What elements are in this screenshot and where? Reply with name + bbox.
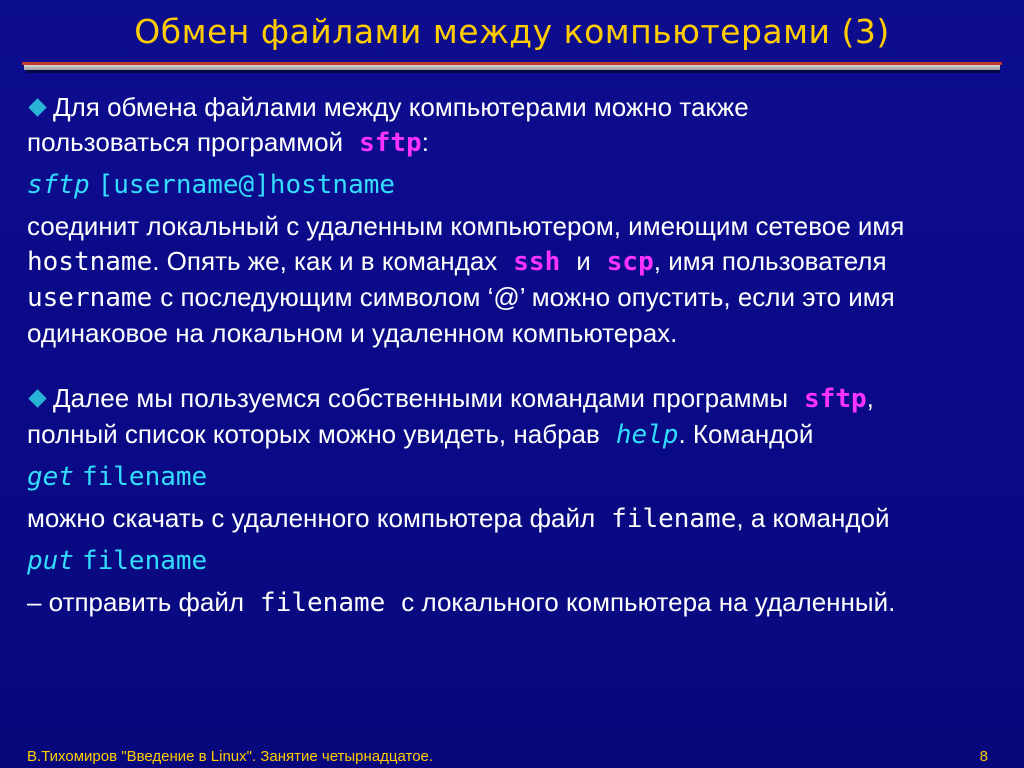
term-filename: filename (611, 504, 737, 534)
intro-line-2: пользоваться программой (27, 127, 344, 157)
syntax-put (27, 543, 1002, 579)
description-line-1: соединит локальный с удаленным компьютером, имеющим сетевое имя (27, 211, 905, 241)
argument-filename: filename (81, 546, 208, 576)
command-scp: scp (606, 247, 654, 277)
term-filename: filename (260, 588, 386, 618)
slide-title: Обмен файлами между компьютерами (3) (134, 12, 890, 51)
intro-line-1: Для обмена файлами между компьютерами можно также (53, 92, 749, 122)
syntax-get (27, 459, 1002, 495)
term-hostname: hostname (27, 247, 153, 277)
command-ssh: ssh (513, 247, 561, 277)
slide-body (27, 90, 1002, 621)
paragraph-sftp-intro: Для обмена файлами между компьютерами можно также пользоваться программой sftp: (27, 92, 749, 158)
syntax-sftp (27, 167, 1002, 203)
page-number: 8 (979, 748, 988, 765)
syntax-command: sftp (27, 170, 90, 200)
command-put: put (27, 546, 74, 576)
diamond-bullet-icon (28, 98, 46, 116)
get-description: можно скачать с удаленного компьютера файл filename, а командой (27, 503, 890, 534)
syntax-arguments: [username@]hostname (97, 170, 396, 200)
term-username: username (27, 283, 153, 313)
command-help: help (615, 420, 679, 450)
command-sftp: sftp (804, 384, 867, 414)
title-divider (22, 62, 1002, 76)
paragraph-sftp-commands: Далее мы пользуемся собственными командами программы sftp, полный список которых можно увидеть, набрав help. Командой (27, 383, 874, 450)
command-get: get (27, 462, 74, 492)
paragraph-sftp-description: соединит локальный с удаленным компьютером, имеющим сетевое имя hostname. Опять же, как и в командах ssh и scp, имя пользователя username с последующим символом ‘@’ можно опустить, если это имя одинаковое на локальном и удаленном компьютерах. (27, 211, 905, 348)
put-description: – отправить файл filename с локального компьютера на удаленный. (27, 587, 896, 618)
argument-filename: filename (81, 462, 208, 492)
diamond-bullet-icon (28, 389, 46, 407)
slide-footer: В.Тихомиров "Введение в Linux". Занятие четырнадцатое. (27, 748, 434, 765)
command-sftp: sftp (359, 128, 422, 158)
